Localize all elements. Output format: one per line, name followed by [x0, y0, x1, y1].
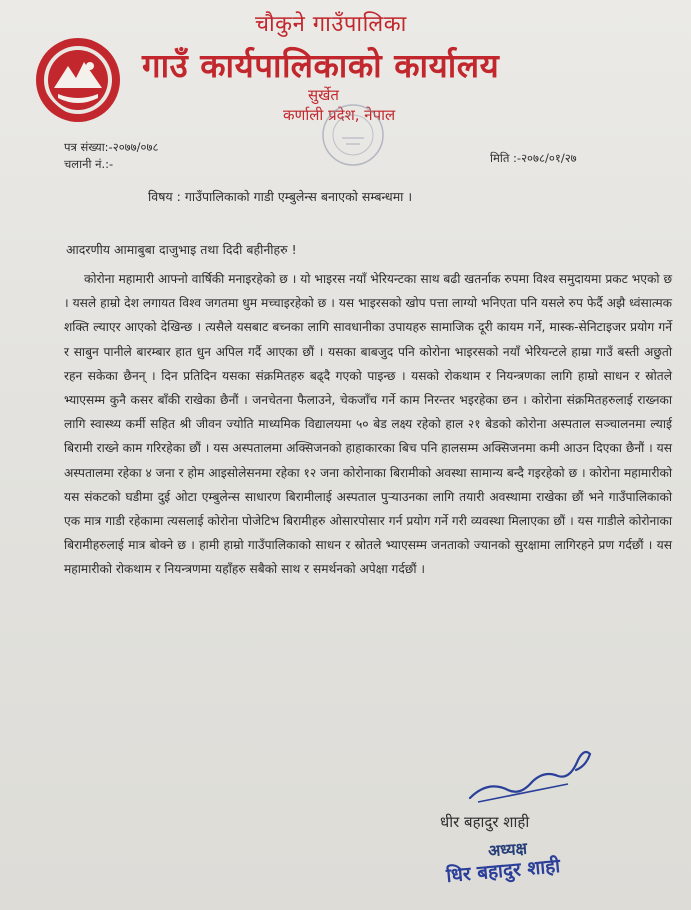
letter-number: पत्र संख्या:-२०७७/०७८ [64, 140, 159, 154]
letter-date: मिति :-२०७८/०१/२७ [490, 151, 577, 165]
letter-body: कोरोना महामारी आफ्नो वार्षिकी मनाइरहेको छ । यो भाइरस नयाँ भेरियन्टका साथ बढी खतर्नाक रुपमा विश्व समुदायमा प्रकट भएको छ । यसले हाम्रो देश लगायत विश्व जगतमा धुम मच्चाइरहेको छ । यस भाइरसको खोप पत्ता लाग्यो भनिएता पनि यसले रुप फेर्दै अझै ध्वंसात्मक शक्ति ल्याएर आएको देखिन्छ । त्यसैले यसबाट बच्नका लागि सावधानीका उपायहरु सामाजिक दूरी कायम गर्ने, मास्क-सेनिटाइजर प्रयोग गर्ने र साबुन पानीले बारम्बार हात धुन अपिल गर्दै आएका छौं । यसका बाबजुद पनि कोरोना भाइरसको नयाँ भेरियन्टले हाम्रा गाउँ बस्ती अछुतो रहन सकेका छैनन् । दिन प्रतिदिन यसका संक्रमितहरु बढ्दै गएको पाइन्छ । यसको रोकथाम र नियन्त्रणका लागि हाम्रो साधन र स्रोतले भ्याएसम्म कुनै कसर बाँकी राखेका छैनौं । जनचेतना फैलाउने, चेकजाँच गर्ने काम निरन्तर भइरहेका छन । कोरोना संक्रमितहरुलाई राख्नका लागि स्वास्थ्य कर्मी सहित श्री जीवन ज्योति माध्यमिक विद्यालयमा ५० बेड लक्ष्य रहेको हाल २१ बेडको कोरोना अस्पताल सञ्चालनमा ल्याई बिरामी राख्ने काम गरिरहेका छौं । यस अस्पतालमा अक्सिजनको हाहाकारका बिच पनि हालसम्म अक्सिजनमा कमी आउन दिएका छैनौं । यस अस्पतालमा रहेका ४ जना र होम आइसोलेसनमा रहेका १२ जना कोरोनाका बिरामीको अवस्था सामान्य बन्दै गइरहेको छ । कोरोना महामारीको यस संकटको घडीमा दुई ओटा एम्बुलेन्स साधारण बिरामीलाई अस्पताल पुऱ्याउनका लागि तयारी अवस्थामा राखेका छौं भने गाउँपालिकाको एक मात्र गाडी रहेकामा त्यसलाई कोरोना पोजेटिभ बिरामीहरु ओसारपोसार गर्न प्रयोग गर्ने गरी व्यवस्था मिलाएका छौं । यस गाडीले कोरोनाका बिरामीहरुलाई मात्र बोक्ने छ । हामी हाम्रो गाउँपालिकाको साधन र स्रोतले भ्याएसम्म जनताको ज्यानको सुरक्षामा लागिरहने प्रण गर्दछौं । यस महामारीको रोकथाम र नियन्त्रणमा यहाँहरु सबैको साथ र समर्थनको अपेक्षा गर्दछौं । [64, 272, 672, 577]
handwritten-signature [458, 740, 598, 810]
address-district: सुर्खेत [308, 86, 339, 104]
dispatch-number: चलानी नं.:- [64, 157, 114, 171]
office-title: गाउँ कार्यपालिकाको कार्यालय [142, 46, 500, 85]
salutation: आदरणीय आमाबुबा दाजुभाइ तथा दिदी बहीनीहरु ! [66, 242, 297, 257]
office-stamp [318, 100, 388, 170]
signatory-title: अध्यक्ष [487, 838, 528, 861]
name-stamp: धिर बहादुर शाही [445, 855, 562, 887]
municipality-logo [34, 36, 122, 124]
municipality-name: चौकुने गाउँपालिका [255, 12, 407, 37]
signatory-name: धीर बहादुर शाही [440, 813, 530, 831]
letter-subject: विषय : गाउँपालिकाको गाडी एम्बुलेन्स बनाएको सम्बन्धमा । [148, 189, 413, 204]
address-province: कर्णाली प्रदेश, नेपाल [283, 106, 396, 124]
